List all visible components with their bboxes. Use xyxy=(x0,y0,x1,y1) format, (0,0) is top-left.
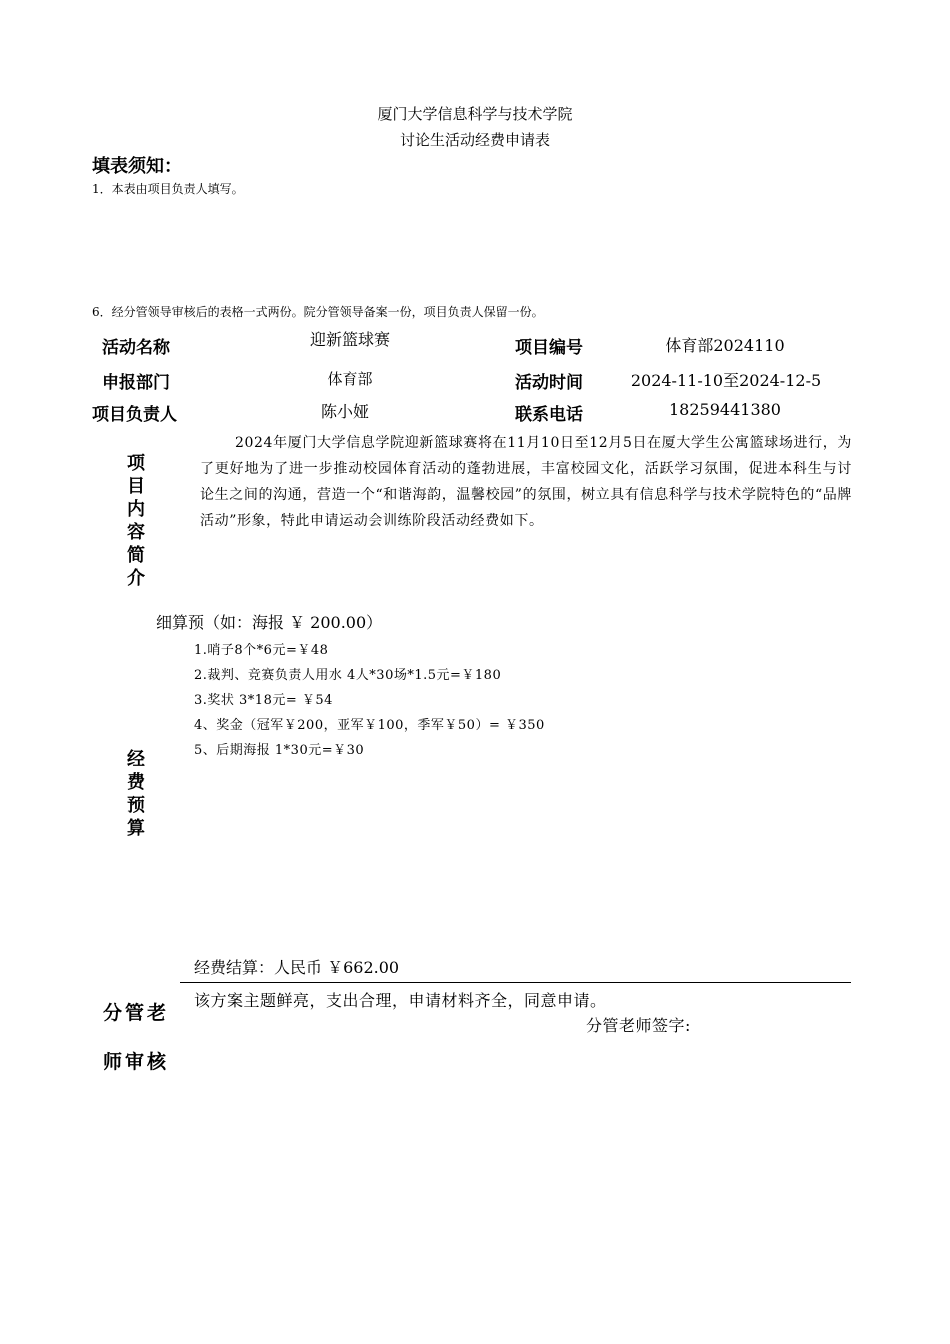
review-label-line1: 分管老 xyxy=(103,1002,170,1024)
project-leader-value: 陈小娅 xyxy=(320,402,369,421)
notice-item-1: 1．本表由项目负责人填写。 xyxy=(92,182,244,196)
content-section-label: 项目内容简介 xyxy=(127,453,145,589)
review-comment: 该方案主题鲜亮，支出合理，申请材料齐全，同意申请。 xyxy=(194,991,607,1010)
activity-time-label: 活动时间 xyxy=(515,373,583,393)
department-label: 申报部门 xyxy=(102,373,170,393)
supervisor-signature-label: 分管老师签字: xyxy=(586,1016,691,1035)
budget-item: 4、奖金（冠军￥200，亚军￥100，季军￥50）= ￥350 xyxy=(194,718,545,733)
budget-detail-heading: 细算预（如：海报 ￥ 200.00） xyxy=(156,613,383,632)
phone-value: 18259441380 xyxy=(669,400,781,419)
budget-section-label: 经费预算 xyxy=(127,749,145,839)
activity-name-label: 活动名称 xyxy=(102,338,170,358)
budget-item: 3.奖状 3*18元= ￥54 xyxy=(194,693,333,708)
budget-item: 5、后期海报 1*30元=￥30 xyxy=(194,743,365,758)
budget-total: 经费结算：人民币 ￥662.00 xyxy=(194,958,400,977)
budget-item: 2.裁判、竞赛负责人用水 4人*30场*1.5元=￥180 xyxy=(194,668,502,683)
notice-item-6: 6．经分管领导审核后的表格一式两份。院分管领导备案一份，项目负责人保留一份。 xyxy=(92,305,544,319)
project-leader-label: 项目负责人 xyxy=(92,405,177,425)
form-title-college: 厦门大学信息科学与技术学院 xyxy=(377,105,573,123)
notice-heading: 填表须知： xyxy=(92,156,182,177)
project-code-label: 项目编号 xyxy=(515,338,583,358)
review-label-line2: 师审核 xyxy=(103,1051,170,1073)
content-intro-text: 2024年厦门大学信息学院迎新篮球赛将在11月10日至12月5日在厦大学生公寓篮球场进行，为了更好地为了进一步推动校园体育活动的蓬勃进展，丰富校园文化，活跃学习氛围，促进本科生与讨论生之间的沟通，营造一个“和谐海韵，温馨校园”的氛围，树立具有信息科学与技术学院特色的“品牌活动”形象，特此申请运动会训练阶段活动经费如下。 xyxy=(200,435,852,529)
department-value: 体育部 xyxy=(327,370,373,388)
form-title: 讨论生活动经费申请表 xyxy=(399,131,550,149)
phone-label: 联系电话 xyxy=(515,405,583,425)
section-divider xyxy=(180,982,851,983)
activity-time-value: 2024-11-10至2024-12-5 xyxy=(630,371,822,390)
budget-item: 1.哨子8个*6元=￥48 xyxy=(194,643,329,658)
activity-name-value: 迎新篮球赛 xyxy=(309,330,390,349)
project-code-value: 体育部2024110 xyxy=(665,336,785,355)
